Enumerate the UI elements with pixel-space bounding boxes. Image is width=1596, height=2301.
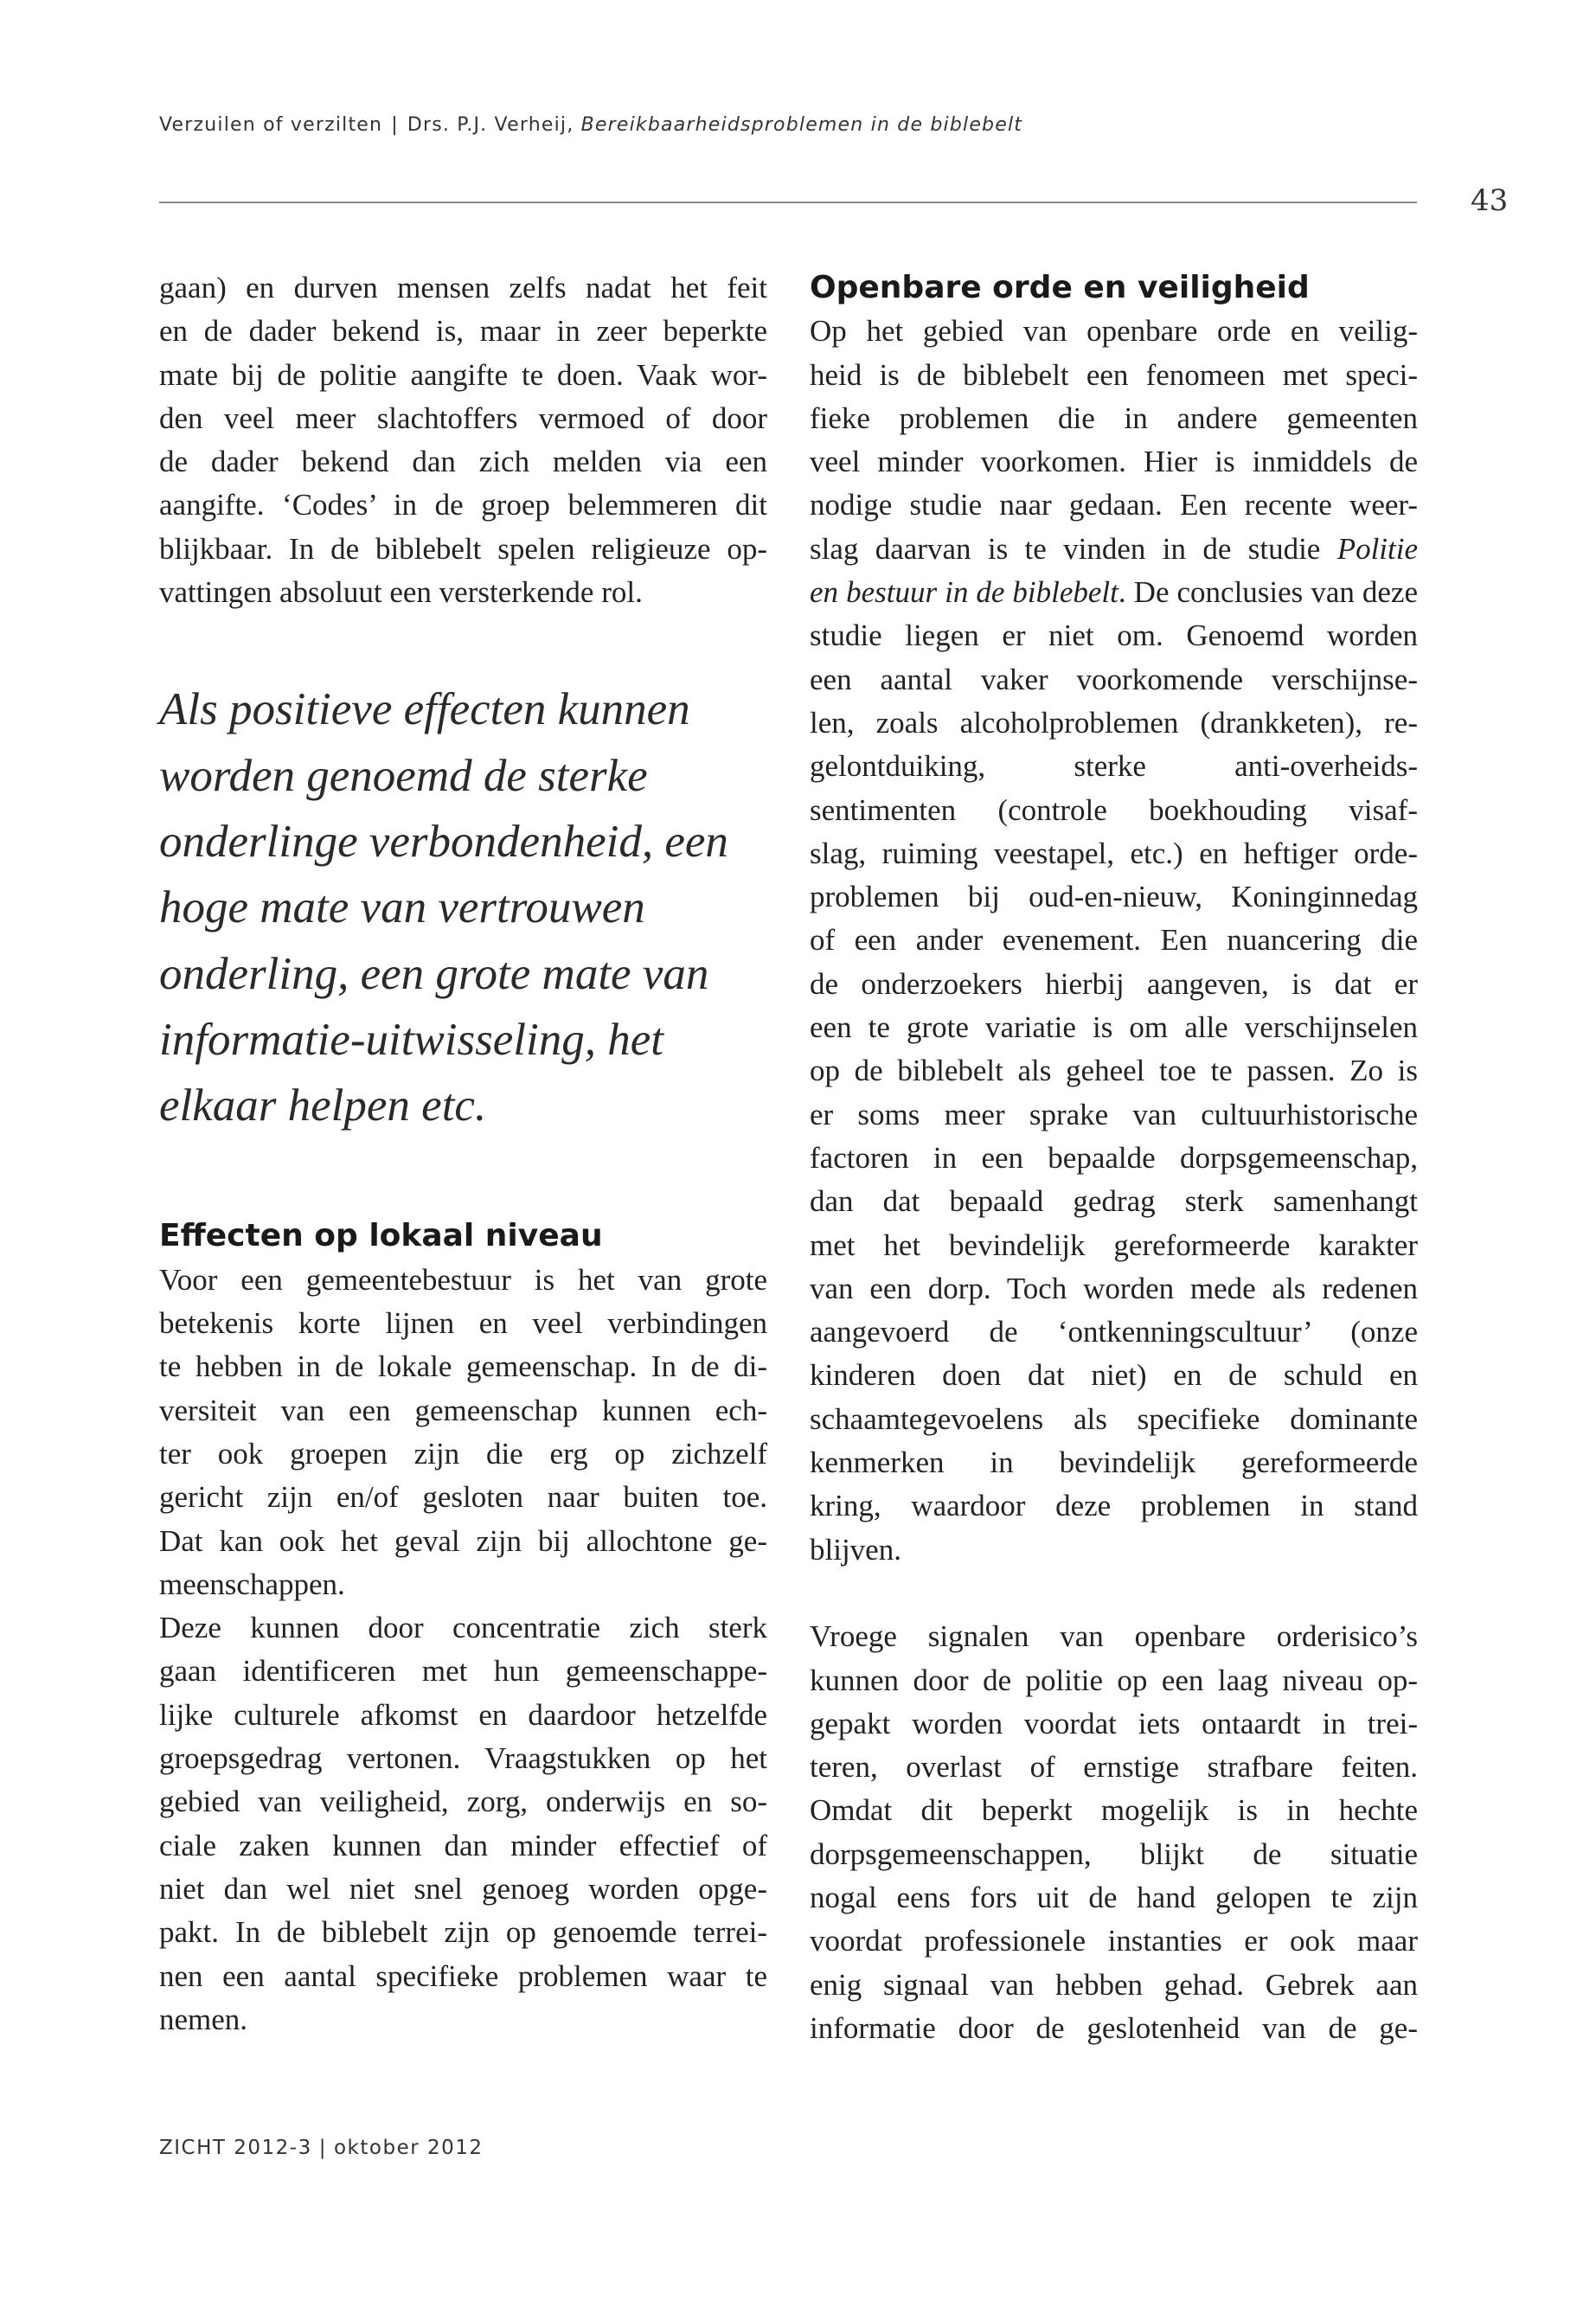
- text-line: informatie door de geslotenheid van de ge-: [810, 2010, 1418, 2045]
- text-line: nemen.: [159, 2002, 248, 2036]
- left-column: [159, 266, 767, 2041]
- cited-study-title: Politie: [1336, 531, 1418, 566]
- journal-section-title: Verzuilen of verzilten: [159, 114, 383, 136]
- text-line: fieke problemen die in andere gemeenten: [810, 401, 1418, 435]
- text-line: den veel meer slachtoffers vermoed of door: [159, 401, 767, 435]
- section-heading-openbare-orde: Openbare orde en veiligheid: [810, 270, 1310, 305]
- footer-separator: |: [318, 2137, 327, 2159]
- pull-quote-line: informatie-uitwisseling, het: [159, 1014, 663, 1065]
- text-line: mate bij de politie aangifte te doen. Vaak wor-: [159, 357, 767, 392]
- text-line: Op het gebied van openbare orde en veilig-: [810, 314, 1418, 349]
- text-line: dorpsgemeenschappen, blijkt de situatie: [810, 1836, 1418, 1871]
- text-line: [810, 571, 1418, 614]
- text-line: kinderen doen dat niet) en de schuld en: [810, 1358, 1418, 1393]
- text-line: er soms meer sprake van cultuurhistorische: [810, 1097, 1418, 1131]
- effecten-paragraph: [159, 1259, 767, 2041]
- text-line: kenmerken in bevindelijk gereformeerde: [810, 1445, 1418, 1480]
- text-line: of een ander evenement. Een nuancering die: [810, 923, 1418, 958]
- text-line: sentimenten (controle boekhouding visaf-: [810, 792, 1418, 827]
- text-line: meenschappen.: [159, 1567, 345, 1601]
- text-line: ter ook groepen zijn die erg op zichzelf: [159, 1436, 767, 1471]
- pull-quote-line: elkaar helpen etc.: [159, 1080, 487, 1131]
- pull-quote-line: Als positieve effecten kunnen: [159, 684, 690, 735]
- text-line: ciale zaken kunnen dan minder effectief of: [159, 1828, 767, 1862]
- text-line: met het bevindelijk gereformeerde karakter: [810, 1227, 1418, 1262]
- vroege-signalen-paragraph: [810, 1615, 1418, 2050]
- text-line: nen een aantal specifieke problemen waar te: [159, 1958, 767, 1993]
- text-line: gepakt worden voordat iets ontaardt in trei-: [810, 1706, 1418, 1740]
- article-title: Bereikbaarheidsproblemen in de biblebelt: [580, 114, 1023, 136]
- right-column: [810, 266, 1418, 2050]
- intro-paragraph: [159, 266, 767, 614]
- text-line: voordat professionele instanties er ook maar: [810, 1924, 1418, 1958]
- pull-quote-line: onderlinge verbondenheid, een: [159, 816, 728, 867]
- header-rule: [159, 202, 1417, 203]
- text-line: kunnen door de politie op een laag niveau op-: [810, 1663, 1418, 1697]
- text-line: vattingen absoluut een versterkende rol.: [159, 575, 643, 610]
- text-line: [810, 528, 1418, 571]
- text-line: len, zoals alcoholproblemen (drankketen), re-: [810, 705, 1418, 740]
- issue-date: oktober 2012: [333, 2137, 484, 2159]
- page-number: 43: [1471, 183, 1509, 218]
- text-line: nogal eens fors uit de hand gelopen te zijn: [810, 1880, 1418, 1914]
- section-heading-effecten: Effecten op lokaal niveau: [159, 1218, 603, 1254]
- text-line: veel minder voorkomen. Hier is inmiddels de: [810, 445, 1418, 479]
- pull-quote-line: hoge mate van vertrouwen: [159, 882, 645, 933]
- text-line: aangifte. ‘Codes’ in de groep belemmeren dit: [159, 488, 767, 522]
- text-line: gaan identificeren met hun gemeenschappe-: [159, 1654, 767, 1689]
- text-line: kring, waardoor deze problemen in stand: [810, 1489, 1418, 1523]
- text-line: schaamtegevoelens als specifieke dominante: [810, 1401, 1418, 1436]
- text-line: problemen bij oud-en-nieuw, Koninginnedag: [810, 880, 1418, 914]
- pull-quote-line: onderling, een grote mate van: [159, 948, 709, 999]
- text-line: enig signaal van hebben gehad. Gebrek aan: [810, 1967, 1418, 2002]
- text-line: lijke culturele afkomst en daardoor hetzelfde: [159, 1697, 767, 1732]
- text-line: heid is de biblebelt een fenomeen met speci-: [810, 357, 1418, 392]
- text-line: blijven.: [810, 1532, 901, 1567]
- text-line: de dader bekend dan zich melden via een: [159, 445, 767, 479]
- text-segment: . De conclusies van deze: [1118, 575, 1419, 610]
- issue-label: ZICHT 2012-3: [159, 2137, 312, 2159]
- text-line: dan dat bepaald gedrag sterk samenhangt: [810, 1184, 1418, 1219]
- text-line: aangevoerd de ‘ontkenningscultuur’ (onze: [810, 1315, 1418, 1349]
- text-line: en de dader bekend is, maar in zeer beperkte: [159, 314, 767, 349]
- text-segment: slag daarvan is te vinden in de studie: [810, 531, 1321, 566]
- text-line: een te grote variatie is om alle verschijnselen: [810, 1010, 1418, 1045]
- text-line: betekenis korte lijnen en veel verbindingen: [159, 1306, 767, 1341]
- text-line: te hebben in de lokale gemeenschap. In de di-: [159, 1349, 767, 1384]
- text-line: groepsgedrag vertonen. Vraagstukken op het: [159, 1741, 767, 1776]
- text-line: Omdat dit beperkt mogelijk is in hechte: [810, 1793, 1418, 1828]
- paragraph-gap: [810, 1572, 1418, 1615]
- text-line: teren, overlast of ernstige strafbare feiten.: [810, 1750, 1418, 1785]
- text-line: de onderzoekers hierbij aangeven, is dat er: [810, 966, 1418, 1001]
- text-line: een aantal vaker voorkomende verschijnse-: [810, 662, 1418, 696]
- article-author: Drs. P.J. Verheij,: [407, 114, 574, 136]
- text-line: versiteit van een gemeenschap kunnen ech-: [159, 1393, 767, 1427]
- text-line: Deze kunnen door concentratie zich sterk: [159, 1611, 767, 1645]
- pull-quote-line: worden genoemd de sterke: [159, 750, 648, 801]
- text-line: Voor een gemeentebestuur is het van grote: [159, 1262, 767, 1297]
- text-line: pakt. In de biblebelt zijn op genoemde terrei-: [159, 1915, 767, 1950]
- cited-study-title-cont: en bestuur in de biblebelt: [810, 575, 1118, 610]
- pull-quote: [159, 676, 767, 1138]
- text-line: factoren in een bepaalde dorpsgemeenschap,: [810, 1140, 1418, 1175]
- text-line: gaan) en durven mensen zelfs nadat het feit: [159, 271, 767, 304]
- text-line: slag, ruiming veestapel, etc.) en heftiger orde-: [810, 836, 1418, 870]
- running-head: [159, 114, 1022, 136]
- text-line: niet dan wel niet snel genoeg worden opge-: [159, 1871, 767, 1906]
- footer: [159, 2137, 484, 2159]
- text-line: blijkbaar. In de biblebelt spelen religieuze op-: [159, 531, 767, 566]
- openbare-orde-paragraph: [810, 310, 1418, 1572]
- text-line: gebied van veiligheid, zorg, onderwijs en so-: [159, 1785, 767, 1819]
- text-line: op de biblebelt als geheel toe te passen. Zo is: [810, 1054, 1418, 1088]
- text-line: van een dorp. Toch worden mede als redenen: [810, 1271, 1418, 1305]
- text-line: Vroege signalen van openbare orderisico’s: [810, 1619, 1418, 1654]
- text-line: gericht zijn en/of gesloten naar buiten toe.: [159, 1480, 767, 1515]
- text-line: Dat kan ook het geval zijn bij allochtone ge-: [159, 1523, 767, 1558]
- text-line: nodige studie naar gedaan. Een recente weer-: [810, 488, 1418, 522]
- text-line: gelontduiking, sterke anti-overheids-: [810, 749, 1418, 784]
- running-head-separator: |: [391, 114, 399, 136]
- text-line: studie liegen er niet om. Genoemd worden: [810, 619, 1418, 653]
